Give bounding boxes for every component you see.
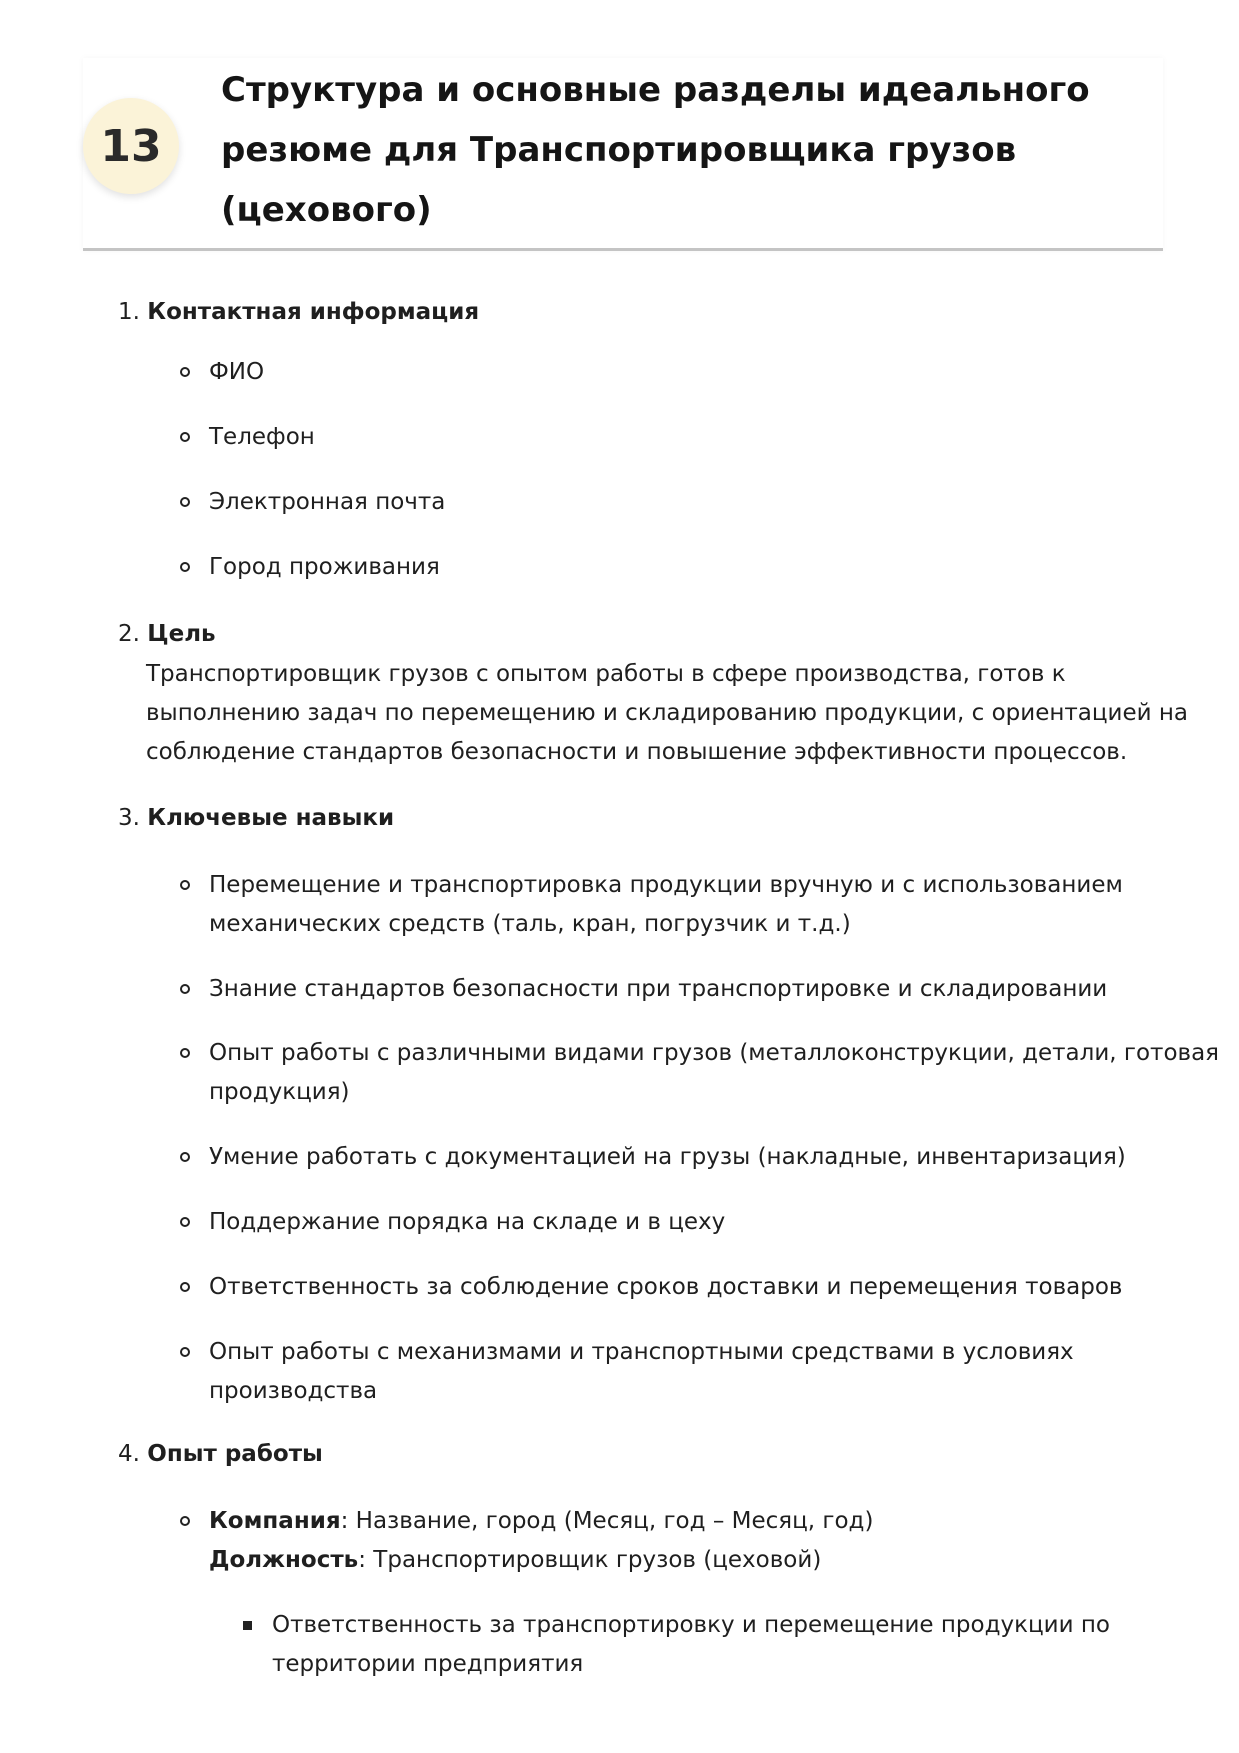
list-item-continuation: производства [209, 1378, 378, 1404]
paragraph-line: выполнению задач по перемещению и складированию продукции, с ориентацией на [146, 700, 1189, 726]
section-title: Контактная информация [147, 299, 480, 325]
hollow-bullet-icon [180, 1048, 190, 1058]
duty-item: Ответственность за транспортировку и перемещение продукции по [272, 1612, 1110, 1638]
title-line: Структура и основные разделы идеального [221, 70, 1090, 110]
section-number-badge: 13 [83, 98, 179, 194]
list-item: Электронная почта [209, 489, 446, 515]
hollow-bullet-icon [180, 1347, 190, 1357]
title-line: (цехового) [221, 190, 432, 230]
position-label: Должность [209, 1547, 359, 1573]
section-heading [118, 294, 479, 330]
section-heading [118, 800, 394, 836]
paragraph-line: соблюдение стандартов безопасности и повышение эффективности процессов. [146, 739, 1128, 765]
hollow-bullet-icon [180, 1516, 190, 1526]
section-number: 3. [118, 805, 140, 831]
list-item: Телефон [209, 424, 315, 450]
position-line [209, 1540, 821, 1580]
list-item-continuation: продукция) [209, 1079, 350, 1105]
page-header [83, 58, 1163, 251]
hollow-bullet-icon [180, 1282, 190, 1292]
hollow-bullet-icon [180, 1152, 190, 1162]
section-title: Опыт работы [147, 1441, 323, 1467]
hollow-bullet-icon [180, 562, 190, 572]
list-item: Перемещение и транспортировка продукции вручную и с использованием [209, 872, 1123, 898]
hollow-bullet-icon [180, 984, 190, 994]
square-bullet-icon [243, 1621, 252, 1630]
section-heading [118, 616, 216, 652]
list-item: ФИО [209, 359, 265, 385]
list-item: Город проживания [209, 554, 440, 580]
duty-item-continuation: территории предприятия [272, 1651, 584, 1677]
list-item: Опыт работы с механизмами и транспортными средствами в условиях [209, 1339, 1074, 1365]
position-value: : Транспортировщик грузов (цеховой) [358, 1547, 822, 1573]
hollow-bullet-icon [180, 432, 190, 442]
section-title: Цель [147, 621, 216, 647]
company-line [209, 1501, 873, 1541]
section-number: 4. [118, 1441, 140, 1467]
hollow-bullet-icon [180, 497, 190, 507]
paragraph-line: Транспортировщик грузов с опытом работы в сфере производства, готов к [146, 661, 1066, 687]
section-heading [118, 1436, 323, 1472]
hollow-bullet-icon [180, 1217, 190, 1227]
company-value: : Название, город (Месяц, год – Месяц, год) [340, 1508, 874, 1534]
section-title: Ключевые навыки [147, 805, 395, 831]
section-number: 2. [118, 621, 140, 647]
list-item: Умение работать с документацией на грузы (накладные, инвентаризация) [209, 1144, 1126, 1170]
hollow-bullet-icon [180, 367, 190, 377]
list-item: Опыт работы с различными видами грузов (металлоконструкции, детали, готовая [209, 1040, 1220, 1066]
list-item: Поддержание порядка на складе и в цеху [209, 1209, 726, 1235]
hollow-bullet-icon [180, 880, 190, 890]
section-number: 1. [118, 299, 140, 325]
list-item-continuation: механических средств (таль, кран, погрузчик и т.д.) [209, 911, 851, 937]
title-line: резюме для Транспортировщика грузов [221, 130, 1017, 170]
page-title [221, 60, 1121, 240]
list-item: Ответственность за соблюдение сроков доставки и перемещения товаров [209, 1274, 1123, 1300]
list-item: Знание стандартов безопасности при транспортировке и складировании [209, 976, 1108, 1002]
company-label: Компания [209, 1508, 341, 1534]
